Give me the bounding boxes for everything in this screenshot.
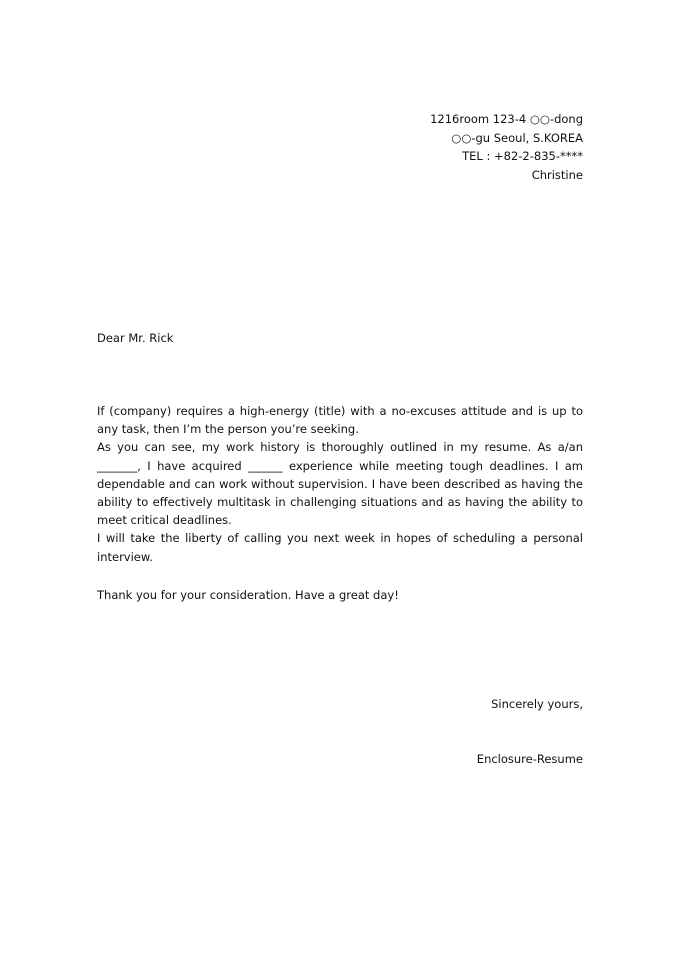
closing: Sincerely yours, — [491, 697, 583, 711]
letter-body — [97, 402, 583, 566]
sender-address-block — [430, 110, 583, 184]
body-paragraph-3: I will take the liberty of calling you next week in hopes of scheduling a personal interview. — [97, 531, 583, 564]
sender-address-line-2: ○○-gu Seoul, S.KOREA — [451, 130, 583, 145]
enclosure-note: Enclosure-Resume — [476, 752, 583, 766]
sender-name: Christine — [531, 167, 583, 182]
sender-telephone: TEL : +82-2-835-**** — [462, 149, 583, 163]
thanks-line: Thank you for your consideration. Have a great day! — [97, 588, 399, 602]
body-paragraph-2: As you can see, my work history is thoroughly outlined in my resume. As a/an _______, I have acquired ______ experience while meeting tough deadlines. I am dependable and can work without supervision. I have been described as having the ability to effectively multitask in challenging situations and as having the ability to meet critical deadlines. — [97, 440, 583, 528]
body-paragraph-1: If (company) requires a high-energy (title) with a no-excuses attitude and is up to any task, then I’m the person you’re seeking. — [97, 404, 583, 437]
salutation: Dear Mr. Rick — [97, 331, 174, 345]
sender-address-line-1: 1216room 123-4 ○○-dong — [430, 112, 583, 126]
